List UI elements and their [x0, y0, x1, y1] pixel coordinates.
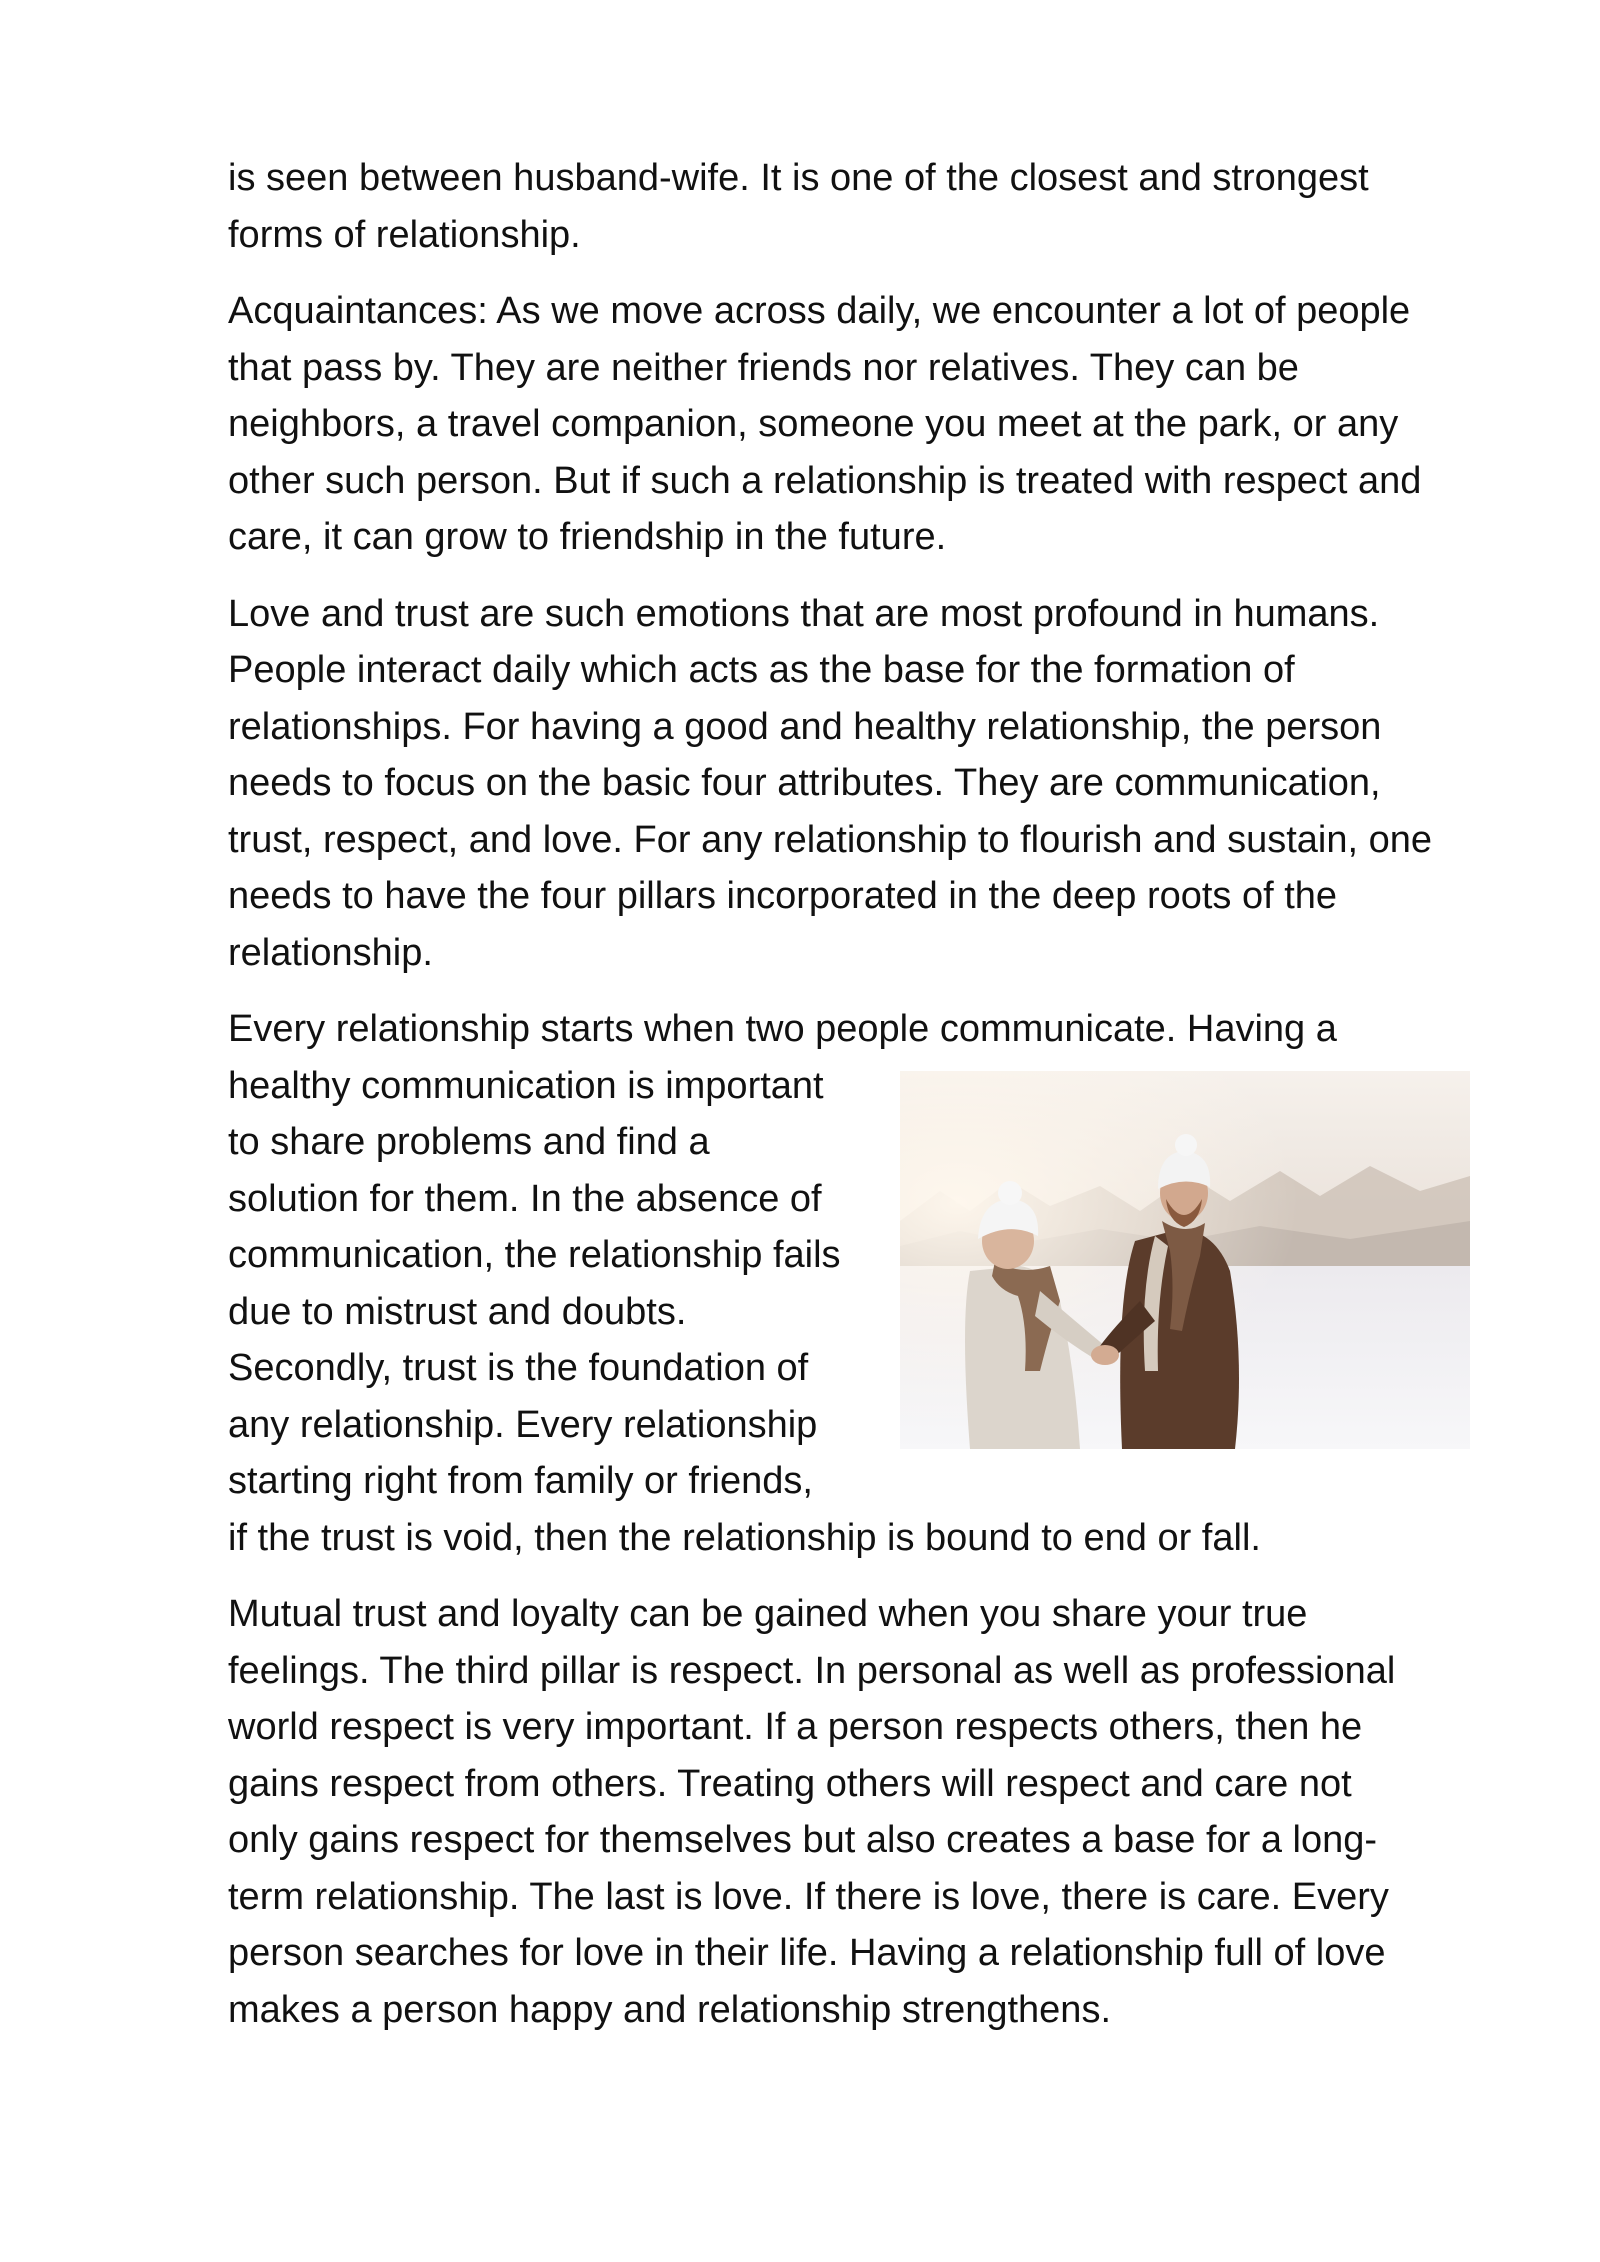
text-line: due to mistrust and doubts. — [228, 1290, 687, 1333]
text-line: Secondly, trust is the foundation of — [228, 1347, 809, 1389]
photo-illustration — [900, 1071, 1470, 1449]
paragraph-husband-wife: is seen between husband-wife. It is one of the closest and strongest forms of relationship. — [228, 157, 1369, 256]
text-line: solution for them. In the absence of — [228, 1177, 822, 1220]
text-line: starting right from family or friends, — [228, 1460, 813, 1502]
text-line: to share problems and find a — [228, 1121, 710, 1163]
paragraph-communication — [228, 1001, 1484, 1566]
text-line: if the trust is void, then the relationship is bound to end or fall. — [228, 1516, 1261, 1559]
couple-in-snow-photo — [900, 1071, 1470, 1449]
paragraph-mutual-trust: Mutual trust and loyalty can be gained when you share your true feelings. The third pillar is respect. In personal as well as professional world respect is very important. If a person respects others, then he gains respect from others. Treating others will respect and care not only gains respect for themselves but also creates a base for a long- term relationship. The last is love. If there is love, there is care. Every person searches for love in their life. Having a relationship full of love makes a person happy and relationship strengthens. — [228, 1593, 1396, 2031]
paragraph-love-and-trust: Love and trust are such emotions that are most profound in humans. People interact daily which acts as the base for the formation of relationships. For having a good and healthy relationship, the person needs to focus on the basic four attributes. They are communication, trust, respect, and love. For any relationship to flourish and sustain, one needs to have the four pillars incorporated in the deep roots of the relationship. — [228, 592, 1432, 974]
document-body — [228, 150, 1484, 2058]
text-line: communication, the relationship fails — [228, 1234, 841, 1276]
text-line: any relationship. Every relationship — [228, 1403, 818, 1446]
text-line: Every relationship starts when two people communicate. Having a — [228, 1008, 1337, 1050]
paragraph-acquaintances: Acquaintances: As we move across daily, we encounter a lot of people that pass by. They are neither friends nor relatives. They can be neighbors, a travel companion, someone you meet at the park, or any other such person. But if such a relationship is treated with respect and care, it can grow to friendship in the future. — [228, 290, 1422, 558]
text-line: healthy communication is important — [228, 1064, 824, 1107]
